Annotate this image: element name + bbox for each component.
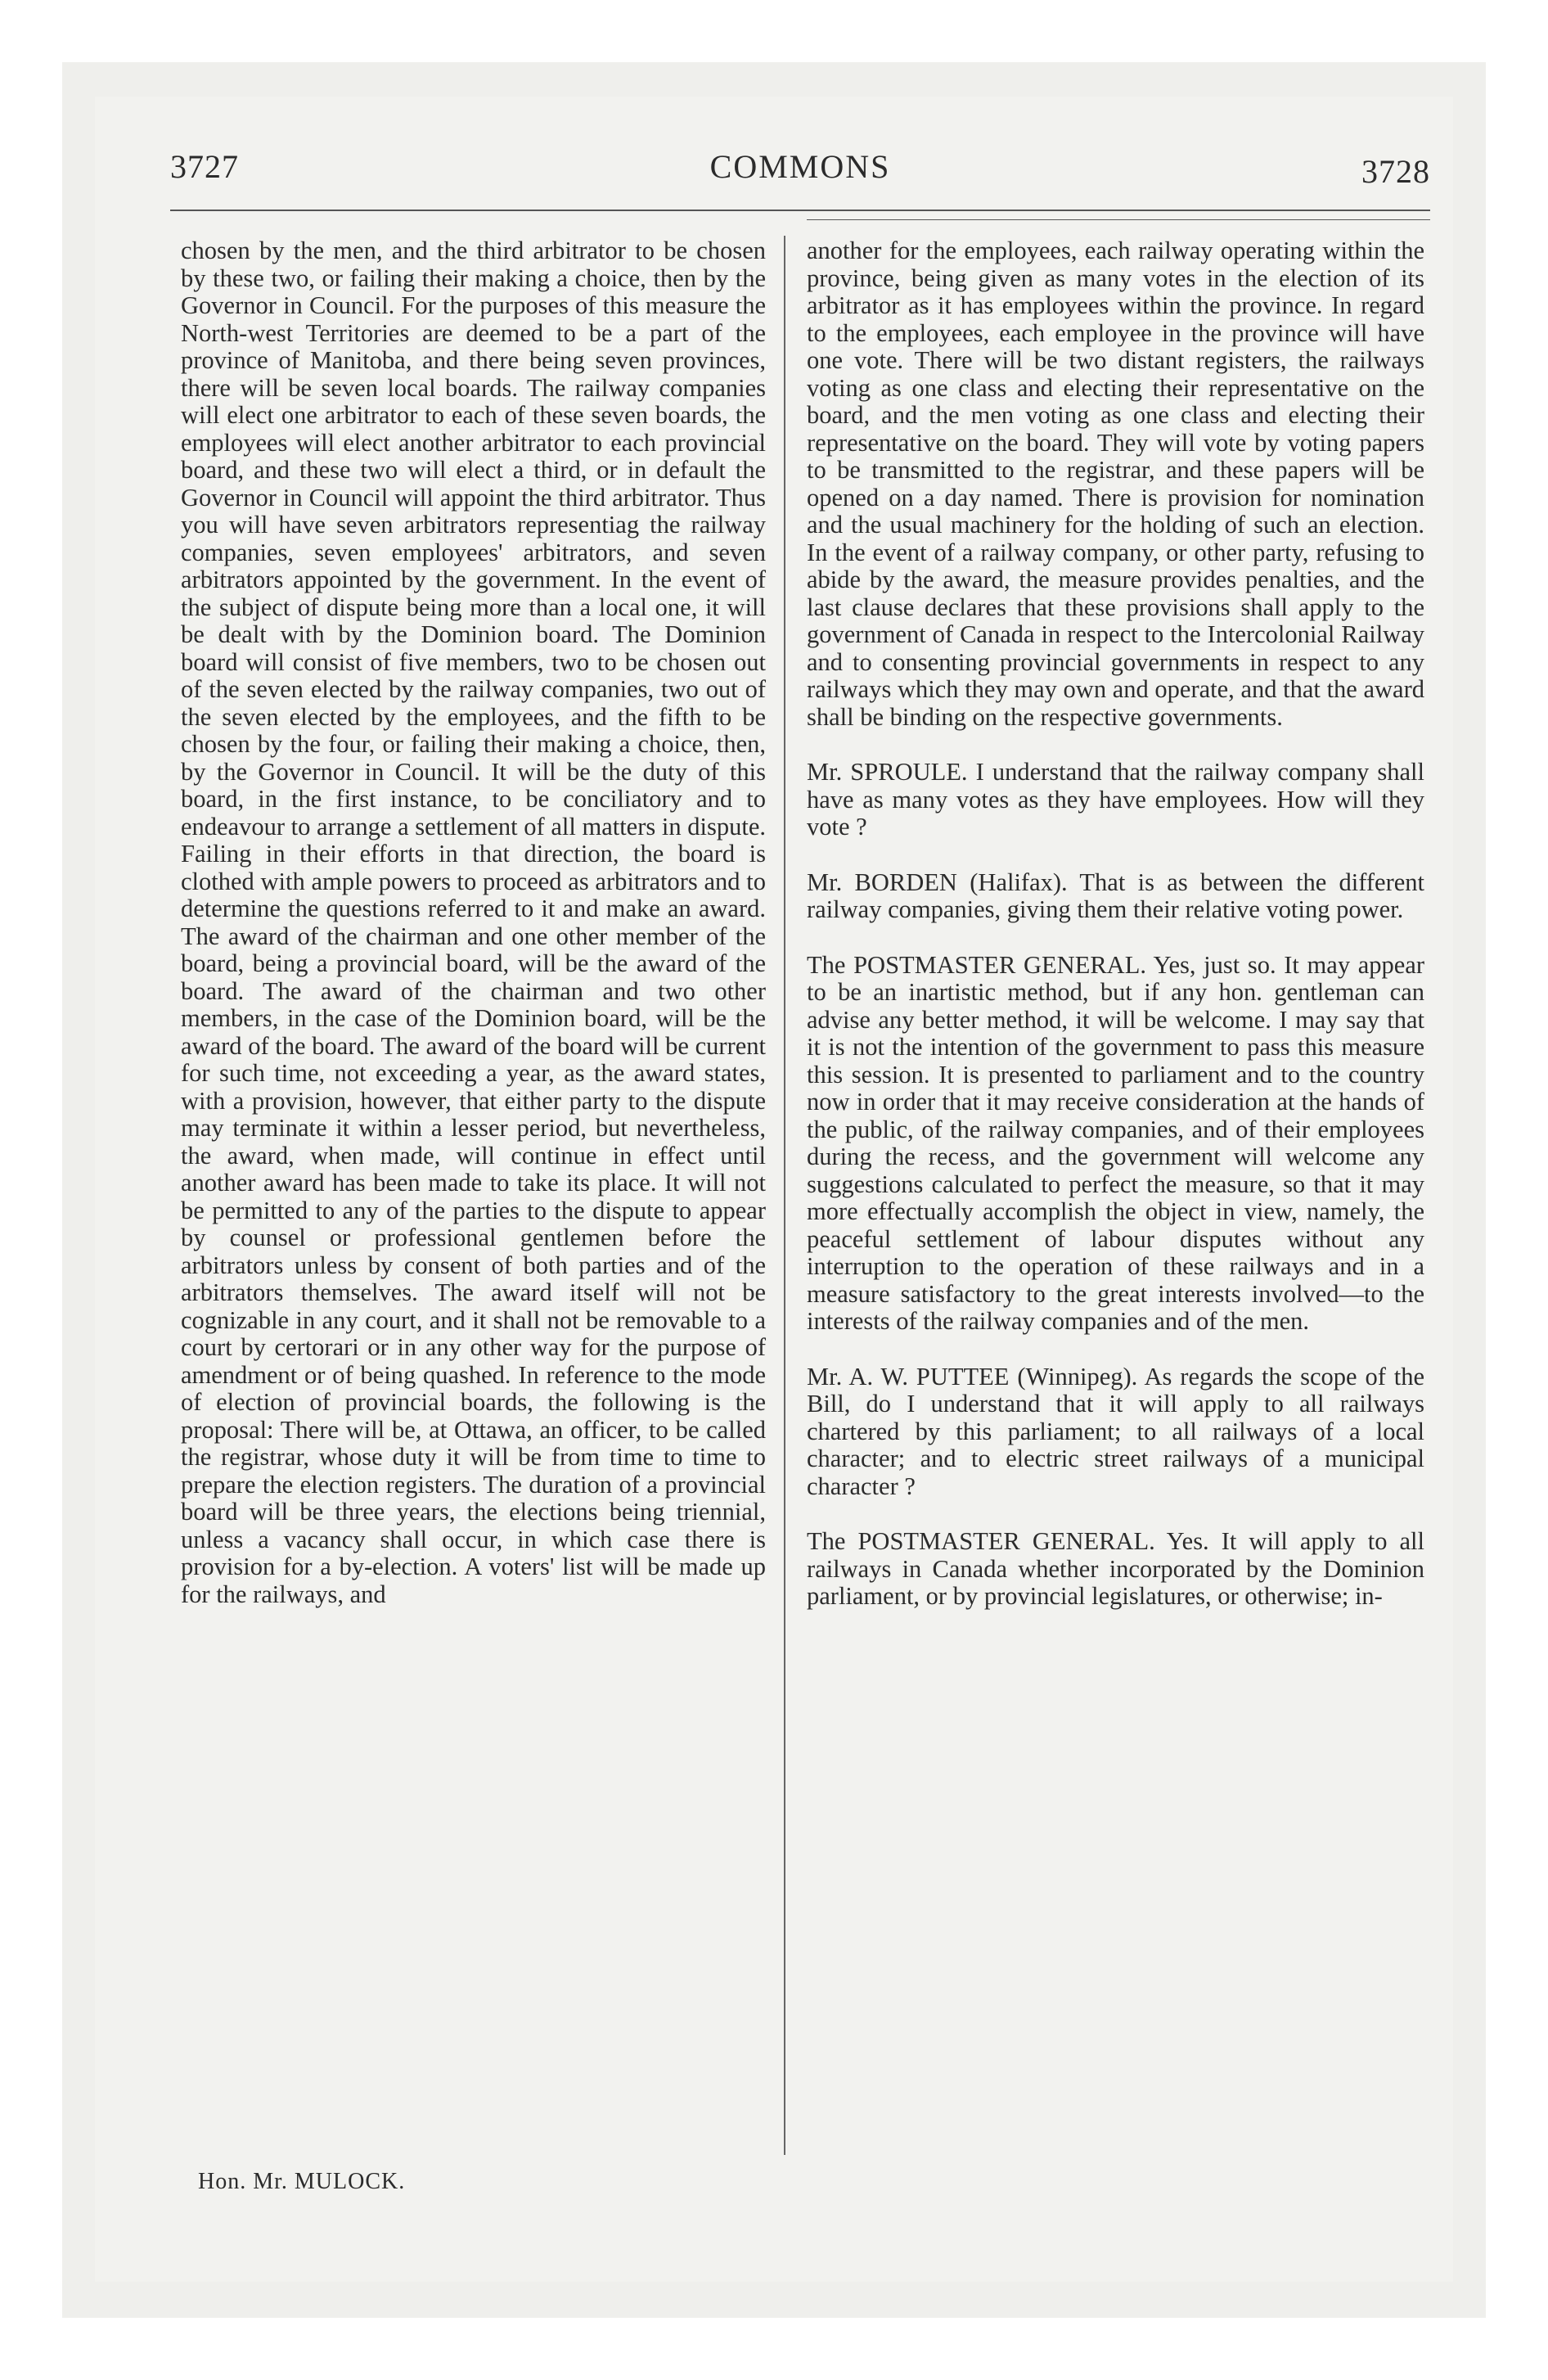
right-column [807, 237, 1424, 1611]
left-column-paragraph: chosen by the men, and the third arbitrator to be chosen by these two, or failing their making a choice, then by the Governor in Council. For the purposes of this measure the North-west Territories are deemed to be a part of the province of Manitoba, and there being seven provinces, there will be seven local boards. The railway companies will elect one arbitrator to each of these seven boards, the employees will elect another arbitrator to each provincial board, and these two will elect a third, or in default the Governor in Council will appoint the third arbitrator. Thus you will have seven arbitrators representiag the railway companies, seven employees' arbitrators, and seven arbitrators appointed by the government. In the event of the subject of dispute being more than a local one, it will be dealt with by the Dominion board. The Dominion board will consist of five members, two to be chosen out of the seven elected by the railway companies, two out of the seven elected by the employees, and the fifth to be chosen by the four, or failing their making a choice, then, by the Governor in Council. It will be the duty of this board, in the first instance, to be conciliatory and to endeavour to arrange a settlement of all matters in dispute. Failing in their efforts in that direction, the board is clothed with ample powers to proceed as arbitrators and to determine the questions referred to it and make an award. The award of the chairman and one other member of the board, being a provincial board, will be the award of the board. The award of the chairman and two other members, in the case of the Dominion board, will be the award of the board. The award of the board will be current for such time, not exceeding a year, as the award states, with a provision, however, that either party to the dispute may terminate it within a lesser period, but nevertheless, the award, when made, will continue in effect until another award has been made to take its place. It will not be permitted to any of the parties to the dispute to appear by counsel or professional gentlemen before the arbitrators unless by consent of both parties and of the arbitrators themselves. The award itself will not be cognizable in any court, and it shall not be removable to a court by certorari or in any other way for the purpose of amendment or of being quashed. In reference to the mode of election of provincial boards, the following is the proposal: There will be, at Ottawa, an officer, to be called the registrar, whose duty it will be from time to time to prepare the election registers. The duration of a provincial board will be three years, the elections being triennial, unless a vacancy shall occur, in which case there is provision for a by-election. A voters' list will be made up for the railways, and [181, 237, 766, 1608]
column-divider [784, 236, 785, 2155]
page-footer: Hon. Mr. MULOCK. [198, 2169, 406, 2194]
page-header [170, 147, 1430, 196]
header-rule [170, 210, 1430, 211]
right-paragraph-2: Mr. SPROULE. I understand that the railway company shall have as many votes as they have employees. How will they vote ? [807, 758, 1424, 841]
page-title: COMMONS [709, 148, 891, 185]
page-number-right: 3728 [1361, 153, 1430, 190]
right-paragraph-5: Mr. A. W. PUTTEE (Winnipeg). As regards the scope of the Bill, do I understand that it will apply to all railways chartered by this parliament; to all railways of a local character; and to electric street railways of a municipal character ? [807, 1362, 1424, 1500]
left-column [181, 237, 766, 1608]
right-paragraph-4: The POSTMASTER GENERAL. Yes, just so. It may appear to be an inartistic method, but if any hon. gentleman can advise any better method, it will be welcome. I may say that it is not the intention of the government to pass this measure this session. It is presented to parliament and to the country now in order that it may receive consideration at the hands of the public, of the railway companies, and of their employees during the recess, and the government will welcome any suggestions calculated to perfect the measure, so that it may more effectually accomplish the object in view, namely, the peaceful settlement of labour disputes without any interruption to the operation of these railways and in a measure satisfactory to the great interests involved—to the interests of the railway companies and of the men. [807, 950, 1424, 1335]
page-number-left: 3727 [170, 148, 239, 185]
document-page [95, 97, 1453, 2282]
right-paragraph-6: The POSTMASTER GENERAL. Yes. It will apply to all railways in Canada whether incorporated by the Dominion parliament, or by provincial legislatures, or otherwise; in- [807, 1527, 1424, 1610]
right-paragraph-3: Mr. BORDEN (Halifax). That is as between the different railway companies, giving them their relative voting power. [807, 868, 1424, 923]
header-rule-secondary [807, 219, 1430, 220]
right-paragraph-1: another for the employees, each railway operating within the province, being given as many votes in the election of its arbitrator as it has employees within the province. In regard to the employees, each employee in the province will have one vote. There will be two distant registers, the railways voting as one class and electing their representative on the board, and the men voting as one class and electing their representative on the board. They will vote by voting papers to be transmitted to the registrar, and these papers will be opened on a day named. There is provision for nomination and the usual machinery for the holding of such an election. In the event of a railway company, or other party, refusing to abide by the award, the measure provides penalties, and the last clause declares that these provisions shall apply to the government of Canada in respect to the Intercolonial Railway and to consenting provincial governments in respect to any railways which they may own and operate, and that the award shall be binding on the respective governments. [807, 237, 1424, 731]
